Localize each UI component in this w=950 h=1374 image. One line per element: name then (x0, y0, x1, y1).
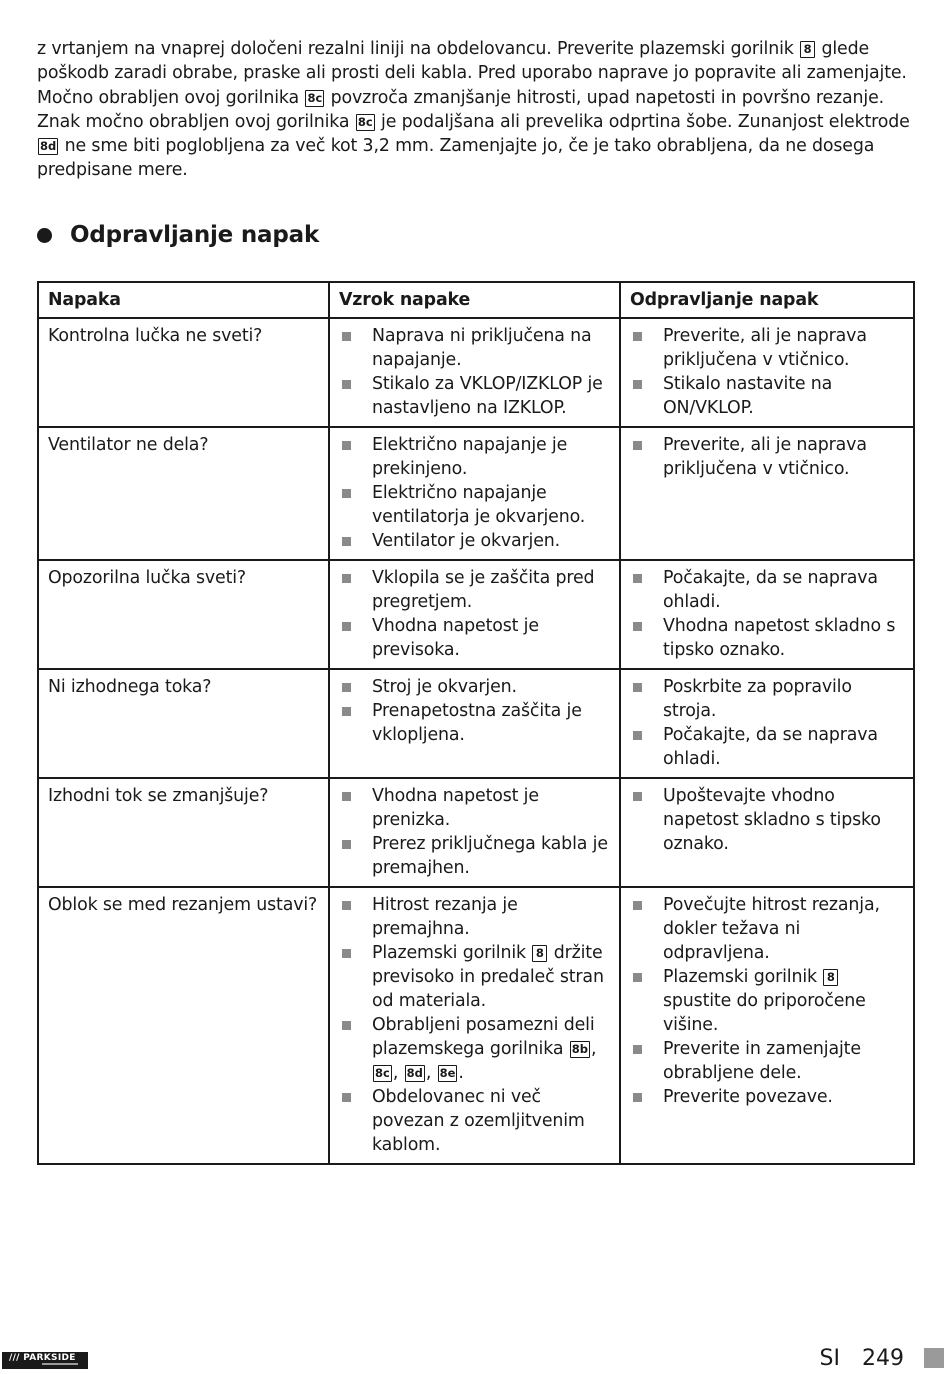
cause-cell (329, 887, 620, 1164)
troubleshooting-table (37, 281, 915, 1165)
part-ref-badge: 8 (532, 945, 547, 962)
cause-item: Vklopila se je zaščita pred pregretjem. (339, 566, 611, 614)
cause-item: Električno napajanje je prekinjeno. (339, 433, 611, 481)
column-header-fix: Odpravljanje napak (620, 282, 914, 318)
column-header-fault: Napaka (38, 282, 329, 318)
cause-cell (329, 669, 620, 778)
intro-text: glede poškodb zaradi obrabe, praske ali prosti deli kabla. Pred uporabo naprave jo popravite ali zamenjajte. Močno obrabljen ovoj gorilnika (37, 39, 907, 108)
logo-underline (42, 1363, 78, 1365)
page-footer (820, 1346, 904, 1371)
intro-text: ne sme biti poglobljena za več kot 3,2 mm. Zamenjajte jo, če je tako obrabljena, da ne dosega predpisane mere. (37, 136, 875, 181)
cause-item: Obrabljeni posamezni deli plazemskega gorilnika 8b , 8c , 8d , 8e . (339, 1013, 611, 1085)
fix-item: Vhodna napetost skladno s tipsko oznako. (630, 614, 905, 662)
cause-text: Plazemski gorilnik (372, 943, 526, 963)
table-header-row (38, 282, 914, 318)
fix-cell (620, 427, 914, 560)
cause-text: držite previsoko in predaleč stran od materiala. (372, 943, 604, 1011)
cause-item: Hitrost rezanja je premajhna. (339, 893, 611, 941)
fix-item: Povečujte hitrost rezanja, dokler težava ni odpravljena. (630, 893, 905, 965)
part-ref-badge: 8e (439, 1066, 456, 1080)
fix-cell (620, 887, 914, 1164)
fix-item: Počakajte, da se naprava ohladi. (630, 566, 905, 614)
fix-item: Preverite in zamenjajte obrabljene dele. (630, 1037, 905, 1085)
cause-cell (329, 560, 620, 669)
part-ref-badge: 8c (307, 90, 323, 105)
cause-item (339, 941, 611, 1013)
cause-item: Stikalo za VKLOP/IZKLOP je nastavljeno na IZKLOP. (339, 372, 611, 420)
page-number: 249 (862, 1346, 904, 1371)
cause-item: Vhodna napetost je prenizka. (339, 784, 611, 832)
fix-item: Upoštevajte vhodno napetost skladno s tipsko oznako. (630, 784, 905, 856)
fix-cell (620, 560, 914, 669)
fix-item: Preverite povezave. (630, 1085, 905, 1109)
fix-item: Počakajte, da se naprava ohladi. (630, 723, 905, 771)
page-marker-square (924, 1348, 944, 1368)
fault-cell: Ni izhodnega toka? (38, 669, 329, 778)
fault-cell: Oblok se med rezanjem ustavi? (38, 887, 329, 1164)
cause-item: Prenapetostna zaščita je vklopljena. (339, 699, 611, 747)
cause-text: Obrabljeni posamezni deli plazemskega gorilnika (372, 1015, 595, 1059)
intro-text: je podaljšana ali prevelika odprtina šobe. Zunanjost elektrode (381, 111, 910, 132)
part-ref-badge: 8c (357, 114, 373, 129)
table-row (38, 318, 914, 427)
cause-cell (329, 427, 620, 560)
fault-cell: Opozorilna lučka sveti? (38, 560, 329, 669)
cause-item: Naprava ni priključena na napajanje. (339, 324, 611, 372)
section-heading (37, 222, 319, 248)
cause-item: Obdelovanec ni več povezan z ozemljitvenim kablom. (339, 1085, 611, 1157)
fix-cell (620, 669, 914, 778)
part-ref-badge: 8b (571, 1042, 588, 1056)
logo-text: /// PARKSIDE (9, 1353, 76, 1363)
cause-item: Vhodna napetost je previsoka. (339, 614, 611, 662)
table-row (38, 560, 914, 669)
intro-text: povzroča zmanjšanje hitrosti, upad napetosti in površno rezanje. Znak močno obrabljen ovoj gorilnika (37, 87, 885, 132)
cause-cell (329, 778, 620, 887)
cause-item: Električno napajanje ventilatorja je okvarjeno. (339, 481, 611, 529)
fix-cell (620, 318, 914, 427)
intro-text: z vrtanjem na vnaprej določeni rezalni liniji na obdelovancu. Preverite plazemski gorilnik (37, 39, 794, 59)
fix-item: Poskrbite za popravilo stroja. (630, 675, 905, 723)
part-ref-badge: 8d (406, 1066, 423, 1080)
part-ref-badge: 8d (40, 139, 57, 154)
fix-item: Preverite, ali je naprava priključena v vtičnico. (630, 324, 905, 372)
column-header-cause: Vzrok napake (329, 282, 620, 318)
language-code: SI (819, 1346, 840, 1371)
fix-text: spustite do priporočene višine. (663, 991, 866, 1035)
cause-item: Prerez priključnega kabla je premajhen. (339, 832, 611, 880)
fault-cell: Kontrolna lučka ne sveti? (38, 318, 329, 427)
table-row (38, 669, 914, 778)
table-row (38, 427, 914, 560)
intro-paragraph (37, 37, 917, 183)
table-row (38, 778, 914, 887)
fix-item: Preverite, ali je naprava priključena v vtičnico. (630, 433, 905, 481)
cause-item: Stroj je okvarjen. (339, 675, 611, 699)
bullet-dot-icon (37, 228, 52, 243)
part-ref-badge: 8 (800, 41, 815, 58)
fault-cell: Ventilator ne dela? (38, 427, 329, 560)
cause-cell (329, 318, 620, 427)
fault-cell: Izhodni tok se zmanjšuje? (38, 778, 329, 887)
fix-item: Stikalo nastavite na ON/VKLOP. (630, 372, 905, 420)
section-title: Odpravljanje napak (70, 222, 320, 248)
fix-item (630, 965, 905, 1037)
fix-text: Plazemski gorilnik (663, 967, 817, 987)
part-ref-badge: 8 (823, 969, 838, 986)
table-row (38, 887, 914, 1164)
fix-cell (620, 778, 914, 887)
part-ref-badge: 8c (375, 1066, 390, 1080)
parkside-logo (2, 1352, 88, 1369)
cause-item: Ventilator je okvarjen. (339, 529, 611, 553)
